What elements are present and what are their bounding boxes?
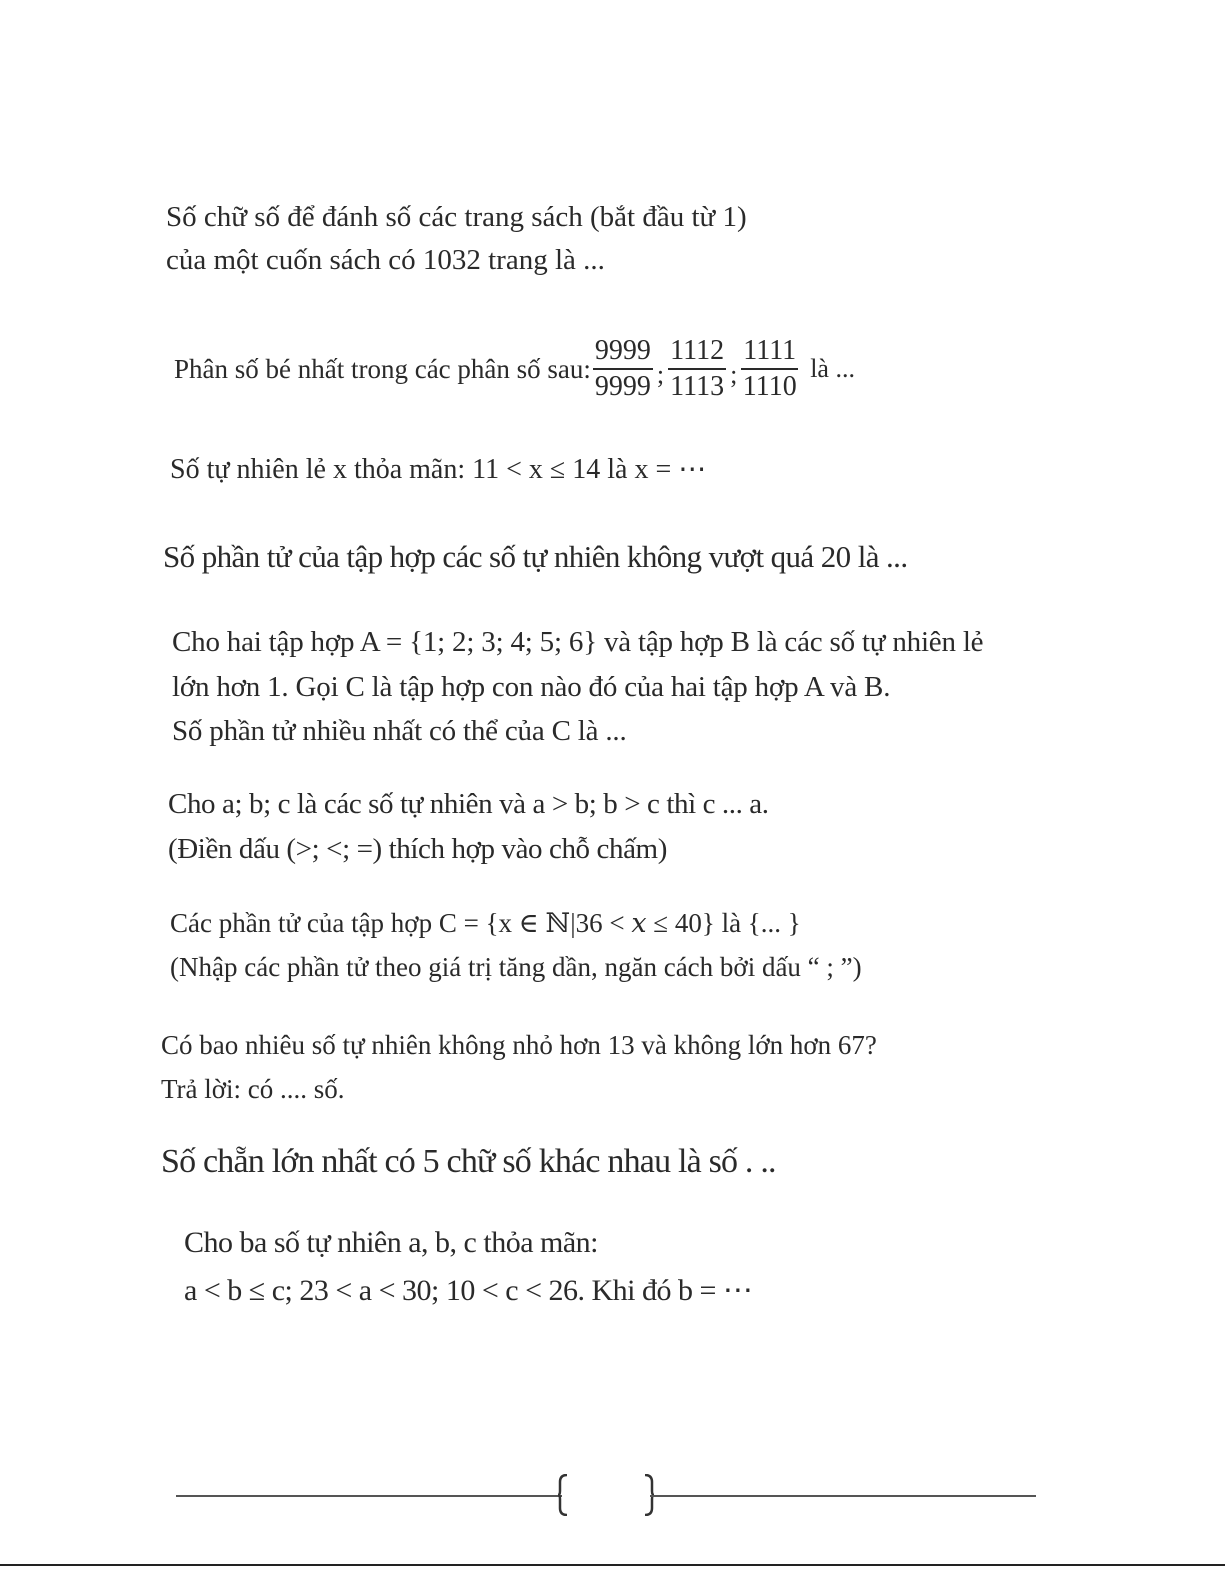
question-6-line-1: Cho a; b; c là các số tự nhiên và a > b; b > c thì c ... a. xyxy=(168,788,769,820)
question-5-line-1: Cho hai tập hợp A = {1; 2; 3; 4; 5; 6} và tập hợp B là các số tự nhiên lẻ xyxy=(172,626,984,658)
question-7-line-1: Các phần tử của tập hợp C = {x ∈ ℕ|36 < 𝑥 ≤ 40} là {... } xyxy=(170,908,801,938)
question-1 xyxy=(166,196,747,282)
question-8-line-1: Có bao nhiêu số tự nhiên không nhỏ hơn 13 và không lớn hơn 67? xyxy=(161,1030,877,1060)
footer-rule-right xyxy=(650,1495,1036,1497)
question-3 xyxy=(170,450,706,490)
fraction-1-numerator: 9999 xyxy=(593,334,653,370)
footer-rule-left xyxy=(176,1495,562,1497)
fraction-separator: ; xyxy=(730,360,738,389)
question-6-line-2: (Điền dấu (>; <; =) thích hợp vào chỗ chấm) xyxy=(168,832,667,865)
question-1-line-2: của một cuốn sách có 1032 trang là ... xyxy=(166,244,605,276)
question-4-text: Số phần tử của tập hợp các số tự nhiên không vượt quá 20 là ... xyxy=(163,539,908,574)
question-7 xyxy=(170,901,862,989)
question-6 xyxy=(168,782,769,871)
footer-bracket-left-icon xyxy=(558,1474,568,1516)
question-9 xyxy=(161,1140,776,1184)
question-5 xyxy=(172,620,983,754)
fraction-3-denominator: 1110 xyxy=(742,371,797,402)
fraction-3-numerator: 1111 xyxy=(741,334,798,370)
question-10 xyxy=(184,1219,752,1315)
fraction-2 xyxy=(668,334,726,404)
question-2 xyxy=(174,334,855,404)
question-10-line-1: Cho ba số tự nhiên a, b, c thỏa mãn: xyxy=(184,1226,599,1259)
fraction-1-denominator: 9999 xyxy=(594,371,651,402)
fraction-1 xyxy=(593,334,653,404)
page-bottom-rule xyxy=(0,1564,1225,1566)
question-1-line-1: Số chữ số để đánh số các trang sách (bắt đầu từ 1) xyxy=(166,201,747,233)
fraction-separator: ; xyxy=(656,360,665,389)
fraction-3 xyxy=(741,334,798,404)
question-2-suffix: là ... xyxy=(810,354,855,383)
question-4 xyxy=(163,535,907,579)
question-5-line-2: lớn hơn 1. Gọi C là tập hợp con nào đó của hai tập hợp A và B. xyxy=(172,670,891,703)
question-8-line-2: Trả lời: có .... số. xyxy=(161,1074,345,1104)
fraction-2-numerator: 1112 xyxy=(668,334,726,370)
question-7-line-2: (Nhập các phần tử theo giá trị tăng dần, ngăn cách bởi dấu “ ; ”) xyxy=(170,952,862,982)
question-9-text: Số chẵn lớn nhất có 5 chữ số khác nhau là số . .. xyxy=(161,1143,776,1180)
question-5-line-3: Số phần tử nhiều nhất có thể của C là ... xyxy=(172,715,627,747)
fraction-2-denominator: 1113 xyxy=(670,371,725,402)
question-8 xyxy=(161,1023,877,1111)
question-3-text: Số tự nhiên lẻ x thỏa mãn: 11 < x ≤ 14 là x = ⋯ xyxy=(170,454,707,485)
question-2-prefix: Phân số bé nhất trong các phân số sau: xyxy=(174,353,591,384)
question-10-line-2: a < b ≤ c; 23 < a < 30; 10 < c < 26. Khi đó b = ⋯ xyxy=(184,1274,753,1307)
